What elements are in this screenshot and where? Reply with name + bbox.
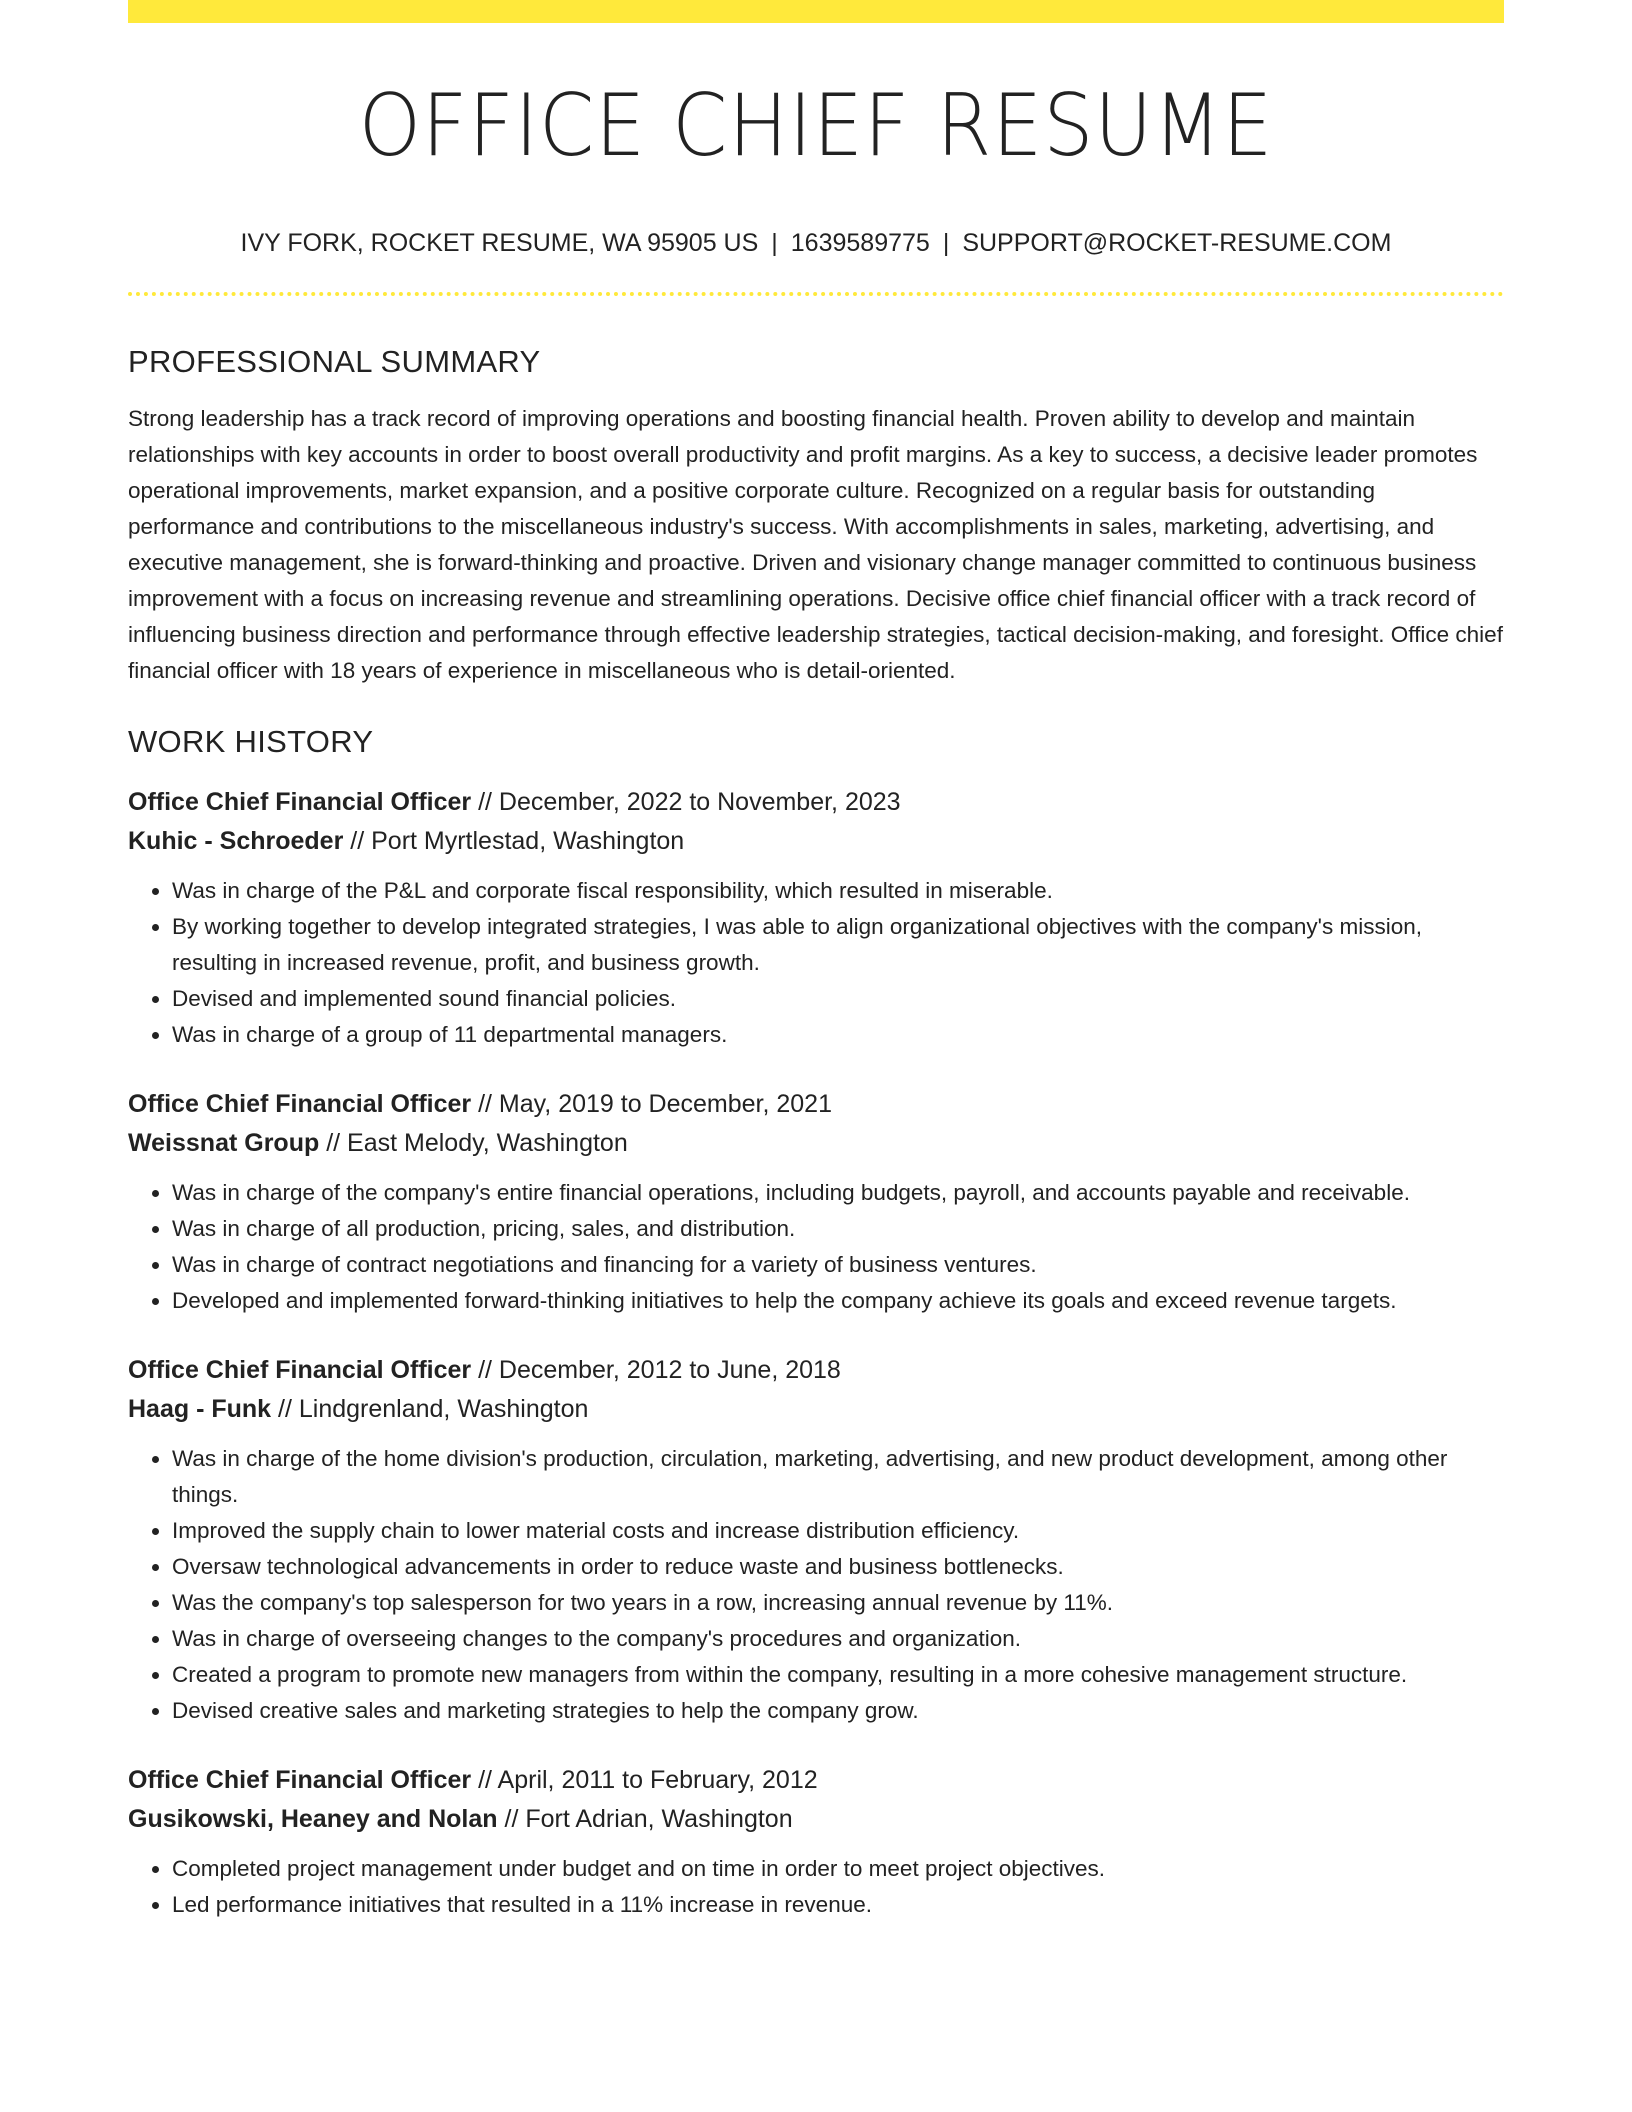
- job-bullet: • Was in charge of the company's entire financial operations, including budgets, payroll, and accounts payable and receivable.: [172, 1175, 1504, 1211]
- job-title: Office Chief Financial Officer: [128, 1356, 472, 1384]
- job-bullet: • Led performance initiatives that resulted in a 11% increase in revenue.: [172, 1887, 1504, 1923]
- job-company: Haag - Funk: [128, 1395, 272, 1423]
- job-dates: // December, 2022 to November, 2023: [471, 788, 901, 816]
- contact-line: [128, 231, 1504, 256]
- job-company: Gusikowski, Heaney and Nolan: [128, 1805, 498, 1833]
- job-dates: // April, 2011 to February, 2012: [471, 1766, 818, 1794]
- job-location: // Port Myrtlestad, Washington: [343, 827, 685, 855]
- job-bullets: [128, 1175, 1504, 1319]
- summary-text: Strong leadership has a track record of improving operations and boosting financial health. Proven ability to develop and maintain relationships with key accounts in order to boost overall productivity and profit margins. As a key to success, a decisive leader promotes operational improvements, market expansion, and a positive corporate culture. Recognized on a regular basis for outstanding performance and contributions to the miscellaneous industry's success. With accomplishments in sales, marketing, advertising, and executive management, she is forward-thinking and proactive. Driven and visionary change manager committed to continuous business improvement with a focus on increasing revenue and streamlining operations. Decisive office chief financial officer with a track record of influencing business direction and performance through effective leadership strategies, tactical decision-making, and foresight. Office chief financial officer with 18 years of experience in miscellaneous who is detail-oriented.: [128, 406, 1503, 683]
- job-bullet: • Was in charge of the P&L and corporate fiscal responsibility, which resulted in miserable.: [172, 873, 1504, 909]
- job-entry: [128, 1761, 1504, 1923]
- dotted-divider: [128, 292, 1504, 296]
- job-bullets: [128, 1441, 1504, 1729]
- job-title-line: [128, 783, 1504, 822]
- job-bullet: • Completed project management under budget and on time in order to meet project objectives.: [172, 1851, 1504, 1887]
- job-bullet: • Was in charge of all production, pricing, sales, and distribution.: [172, 1211, 1504, 1247]
- work-history-heading: WORK HISTORY: [128, 724, 374, 759]
- job-entry: [128, 1351, 1504, 1729]
- job-title: Office Chief Financial Officer: [128, 1766, 472, 1794]
- job-company-line: [128, 822, 1504, 861]
- job-company-line: [128, 1124, 1504, 1163]
- resume-title: OFFICE CHIEF RESUME: [358, 76, 1274, 176]
- job-bullet: • Oversaw technological advancements in order to reduce waste and business bottlenecks.: [172, 1549, 1504, 1585]
- job-bullet: • Was the company's top salesperson for two years in a row, increasing annual revenue by 11%.: [172, 1585, 1504, 1621]
- job-dates: // May, 2019 to December, 2021: [471, 1090, 832, 1118]
- job-entry: [128, 1085, 1504, 1319]
- job-title-line: [128, 1085, 1504, 1124]
- job-company: Kuhic - Schroeder: [128, 827, 344, 855]
- job-bullet: • Developed and implemented forward-thinking initiatives to help the company achieve its goals and exceed revenue targets.: [172, 1283, 1504, 1319]
- job-bullet: • Created a program to promote new managers from within the company, resulting in a more cohesive management structure.: [172, 1657, 1504, 1693]
- job-bullets: [128, 873, 1504, 1053]
- job-location: // Lindgrenland, Washington: [271, 1395, 589, 1423]
- job-title: Office Chief Financial Officer: [128, 788, 472, 816]
- job-bullet: • Was in charge of contract negotiations and financing for a variety of business ventures.: [172, 1247, 1504, 1283]
- contact-separator: |: [771, 229, 778, 257]
- job-location: // East Melody, Washington: [319, 1129, 628, 1157]
- contact-separator: |: [942, 229, 950, 257]
- job-company: Weissnat Group: [128, 1129, 320, 1157]
- job-company-line: [128, 1800, 1504, 1839]
- resume-page: [128, 0, 1504, 1923]
- job-bullet: • Devised and implemented sound financial policies.: [172, 981, 1504, 1017]
- job-bullet: • By working together to develop integrated strategies, I was able to align organizational objectives with the company's mission, resulting in increased revenue, profit, and business growth.: [172, 909, 1504, 981]
- job-bullet: • Devised creative sales and marketing strategies to help the company grow.: [172, 1693, 1504, 1729]
- job-company-line: [128, 1390, 1504, 1429]
- job-bullets: [128, 1851, 1504, 1923]
- job-dates: // December, 2012 to June, 2018: [471, 1356, 841, 1384]
- contact-phone: 1639589775: [790, 229, 930, 257]
- job-bullet: • Was in charge of the home division's production, circulation, marketing, advertising, and new product development, among other things.: [172, 1441, 1504, 1513]
- job-bullet: • Improved the supply chain to lower material costs and increase distribution efficiency.: [172, 1513, 1504, 1549]
- job-bullet: • Was in charge of a group of 11 departmental managers.: [172, 1017, 1504, 1053]
- contact-address: IVY FORK, ROCKET RESUME, WA 95905 US: [240, 229, 759, 257]
- job-title-line: [128, 1761, 1504, 1800]
- top-accent-bar: [128, 0, 1504, 23]
- job-bullet: • Was in charge of overseeing changes to the company's procedures and organization.: [172, 1621, 1504, 1657]
- job-location: // Fort Adrian, Washington: [497, 1805, 793, 1833]
- contact-email[interactable]: SUPPORT@ROCKET-RESUME.COM: [962, 229, 1392, 257]
- job-title-line: [128, 1351, 1504, 1390]
- job-entry: [128, 783, 1504, 1053]
- job-title: Office Chief Financial Officer: [128, 1090, 472, 1118]
- summary-heading: PROFESSIONAL SUMMARY: [128, 344, 541, 379]
